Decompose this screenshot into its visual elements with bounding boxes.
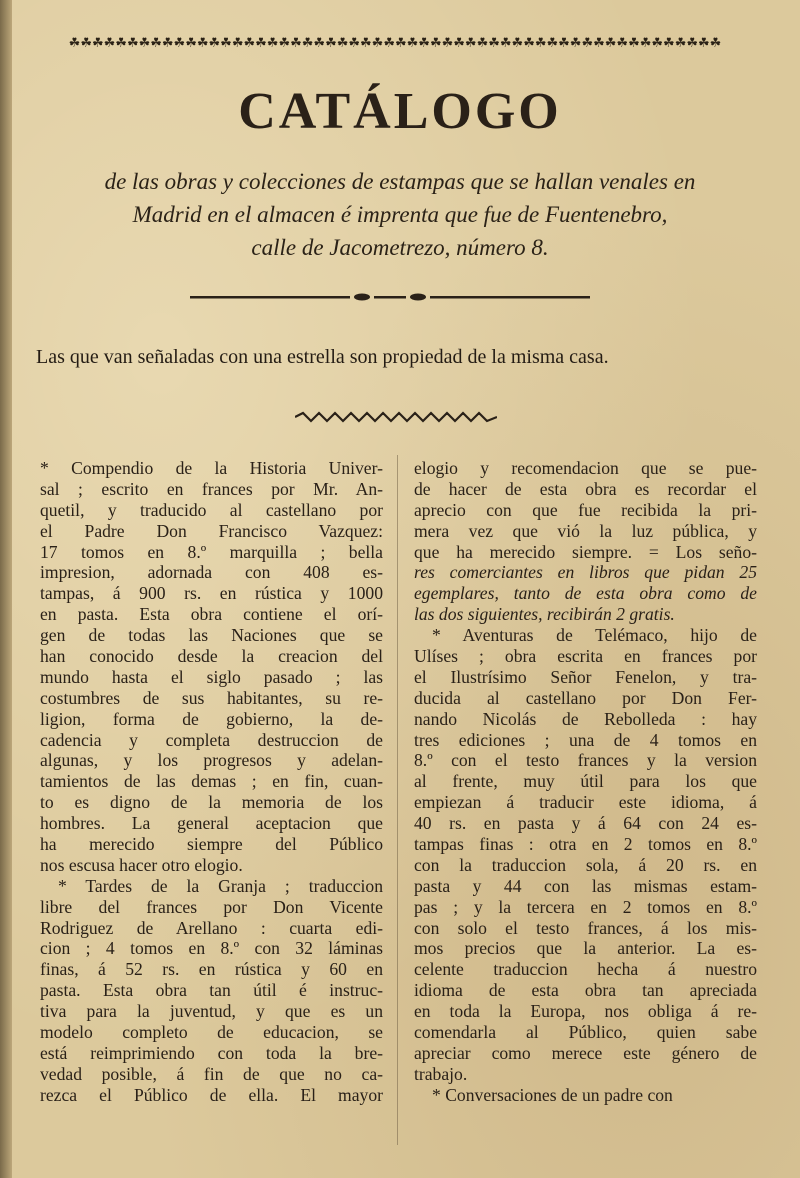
text-line: Ulíses ; obra escrita en frances por (414, 646, 757, 667)
text-line: 40 rs. en pasta y á 64 con 24 es- (414, 813, 757, 834)
text-line: empiezan á traducir este idioma, á (414, 792, 757, 813)
text-line: tampas finas : otra en 2 tomos en 8.º (414, 834, 757, 855)
text-line: nos escusa hacer otro elogio. (40, 854, 243, 875)
text-line: cion ; 4 tomos en 8.º con 32 láminas (40, 938, 383, 959)
text-line: Rodriguez de Arellano : cuarta edi- (40, 917, 383, 938)
text-line: idioma de esta obra tan apreciada (414, 980, 757, 1001)
text-line: to es digno de la memoria de los (40, 792, 383, 813)
text-line: vedad posible, á fin de que no ca- (40, 1063, 383, 1084)
text-line: res comerciantes en libros que pidan 25 (414, 562, 757, 583)
decorative-rule (190, 293, 590, 301)
text-line: aprecio con que fue recibida la pri- (414, 499, 757, 520)
star-note: Las que van señaladas con una estrella son propiedad de la misma casa. (36, 346, 609, 368)
text-line: con solo el testo frances, á los mis- (414, 917, 757, 938)
book-spine-edge (0, 0, 12, 1178)
text-line: hombres. La general aceptacion que (40, 813, 383, 834)
text-line: ha merecido siempre del Público (40, 834, 383, 855)
column-divider (397, 455, 398, 1145)
text-line: tiva para la juventud, y que es un (40, 1001, 383, 1022)
text-line: * Aventuras de Telémaco, hijo de (432, 625, 757, 646)
text-line: apreciar como merece este género de (414, 1042, 757, 1063)
left-column (40, 458, 383, 1106)
text-line: mundo hasta el siglo pasado ; las (40, 666, 383, 687)
text-line: las dos siguientes, recibirán 2 gratis. (414, 604, 675, 625)
text-line: tamientos de las demas ; en fin, cuan- (40, 771, 383, 792)
text-line: * Tardes de la Granja ; traduccion (58, 875, 383, 896)
text-line: con la traduccion sola, á 20 rs. en (414, 854, 757, 875)
text-line: tres ediciones ; una de 4 tomos en (414, 729, 757, 750)
text-line: 8.º con el testo frances y la version (414, 750, 757, 771)
text-line: gen de todas las Naciones que se (40, 625, 383, 646)
text-line: nando Nicolás de Rebolleda : hay (414, 708, 757, 729)
text-line: en toda la Europa, nos obliga á re- (414, 1001, 757, 1022)
text-line: tampas, á 900 rs. en rústica y 1000 (40, 583, 383, 604)
text-line: de hacer de esta obra es recordar el (414, 478, 757, 499)
text-line: ligion, forma de gobierno, la de- (40, 708, 383, 729)
subtitle-line-3: calle de Jacometrezo, número 8. (251, 235, 549, 260)
text-line: cadencia y completa destruccion de (40, 729, 383, 750)
text-line: modelo completo de educacion, se (40, 1022, 383, 1043)
text-line: celente traduccion hecha á nuestro (414, 959, 757, 980)
text-line: el Padre Don Francisco Vazquez: (40, 520, 383, 541)
text-line: está reimprimiendo con toda la bre- (40, 1042, 383, 1063)
text-line: pasta y 44 con las mismas estam- (414, 875, 757, 896)
text-line: mera vez que vió la luz pública, y (414, 520, 757, 541)
text-line: trabajo. (414, 1063, 468, 1084)
text-line: libre del frances por Don Vicente (40, 896, 383, 917)
text-line: egemplares, tanto de esta obra como de (414, 583, 757, 604)
text-line: el Ilustrísimo Señor Fenelon, y tra- (414, 666, 757, 687)
text-line: 17 tomos en 8.º marquilla ; bella (40, 541, 383, 562)
text-line: que ha merecido siempre. = Los seño- (414, 541, 757, 562)
top-ornament-border: ☘☘☘☘☘☘☘☘☘☘☘☘☘☘☘☘☘☘☘☘☘☘☘☘☘☘☘☘☘☘☘☘☘☘☘☘☘☘☘☘☘☘☘☘☘☘☘☘☘☘☘☘☘☘☘☘ (68, 36, 722, 51)
text-line: al frente, muy útil para los que (414, 771, 757, 792)
text-line: finas, á 52 rs. en rústica y 60 en (40, 959, 383, 980)
text-line: pasta. Esta obra tan útil é instruc- (40, 980, 383, 1001)
text-line: en pasta. Esta obra contiene el orí- (40, 604, 383, 625)
text-line: ducida al castellano por Don Fer- (414, 687, 757, 708)
right-column (414, 458, 757, 1106)
subtitle-line-2: Madrid en el almacen é imprenta que fue de Fuentenebro, (132, 202, 668, 227)
page-title: CATÁLOGO (238, 83, 562, 140)
text-line: sal ; escrito en frances por Mr. An- (40, 478, 383, 499)
subtitle-line-1: de las obras y colecciones de estampas que se hallan venales en (104, 169, 696, 194)
text-line: quetil, y traducido al castellano por (40, 499, 383, 520)
text-line: algunas, y los progresos y adelan- (40, 750, 383, 771)
text-line: elogio y recomendacion que se pue- (414, 458, 757, 478)
text-line: han conocido desde la creacion del (40, 646, 383, 667)
text-line: * Conversaciones de un padre con (432, 1084, 673, 1105)
text-line: mos precios que la anterior. La es- (414, 938, 757, 959)
text-line: pas ; y la tercera en 2 tomos en 8.º (414, 896, 757, 917)
text-line: impresion, adornada con 408 es- (40, 562, 383, 583)
wave-ornament (295, 411, 497, 423)
text-line: * Compendio de la Historia Univer- (40, 458, 383, 478)
text-line: rezca el Público de ella. El mayor (40, 1084, 383, 1105)
text-line: costumbres de sus habitantes, su re- (40, 687, 383, 708)
text-line: comendarla al Público, quien sabe (414, 1022, 757, 1043)
